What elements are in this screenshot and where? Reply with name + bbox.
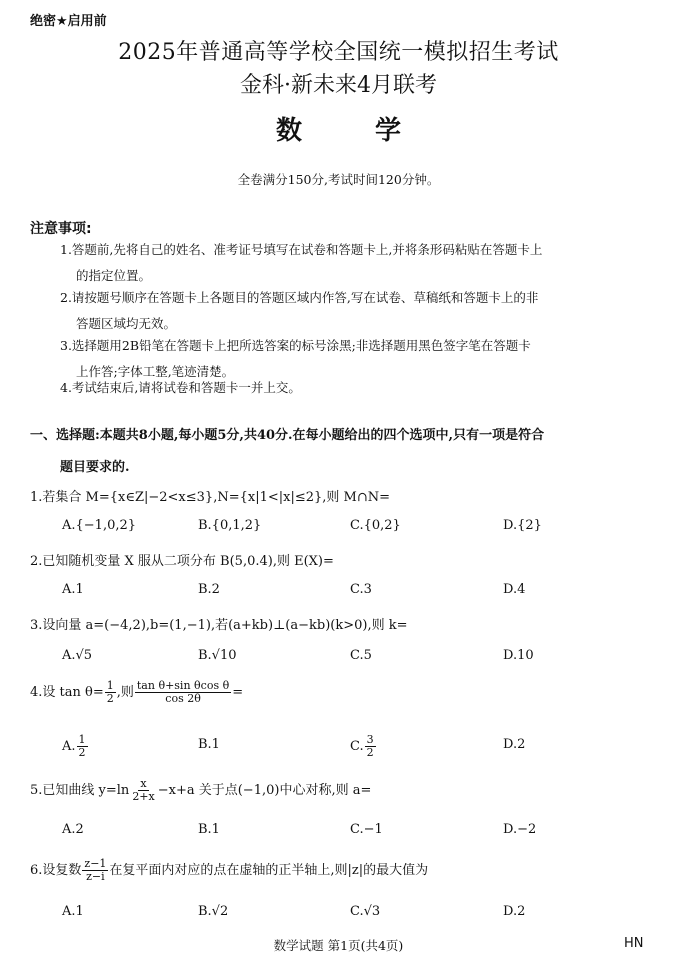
q4-fraction-half [105, 680, 116, 705]
note-3-cont: 上作答;字体工整,笔迹清楚。 [76, 364, 235, 379]
q6-stem-prefix: 6.设复数 [30, 863, 82, 878]
q5-frac-numerator: x [140, 777, 147, 790]
confidential-label: 绝密★启用前 [30, 14, 107, 29]
q2-option-a: A.1 [62, 582, 84, 597]
question-6-stem [30, 858, 428, 883]
subject-title: 数 学 [275, 116, 434, 146]
full-mark-info: 全卷满分150分,考试时间120分钟。 [237, 172, 440, 187]
q1-option-d: D.{2} [503, 518, 542, 533]
question-1-stem: 1.若集合 M={x∈Z|−2<x≤3},N={x|1<|x|≤2},则 M∩N= [30, 490, 391, 505]
q4-frac2-numerator: tan θ+sin θcos θ [136, 679, 230, 692]
q2-option-d: D.4 [503, 582, 526, 597]
q3-option-b: B.√10 [198, 648, 237, 663]
question-4-stem [30, 680, 243, 705]
q4-frac1-denominator: 2 [106, 692, 114, 705]
question-2-stem: 2.已知随机变量 X 服从二项分布 B(5,0.4),则 E(X)= [30, 554, 334, 569]
q4-option-c-numerator: 3 [366, 733, 374, 746]
q4-stem-prefix: 4.设 tan θ= [30, 685, 104, 700]
q5-stem-prefix: 5.已知曲线 y=ln [30, 783, 130, 798]
q6-frac-numerator: z−1 [84, 857, 107, 870]
q4-option-c-fraction [365, 734, 376, 759]
q5-option-c: C.−1 [350, 822, 383, 837]
q4-option-a-label: A. [62, 739, 76, 754]
note-3: 3.选择题用2B铅笔在答题卡上把所选答案的标号涂黑;非选择题用黑色签字笔在答题卡 [60, 338, 531, 353]
exam-title: 2025年普通高等学校全国统一模拟招生考试 [118, 40, 559, 65]
q4-option-c-denominator: 2 [366, 746, 374, 759]
q5-frac-denominator: 2+x [132, 790, 155, 803]
q5-fraction [130, 778, 156, 803]
exam-subtitle: 金科·新未来4月联考 [240, 73, 437, 98]
page-footer: 数学试题 第1页(共4页) [273, 938, 404, 953]
q4-option-c-label: C. [350, 739, 364, 754]
note-2: 2.请按题号顺序在答题卡上各题目的答题区域内作答,写在试卷、草稿纸和答题卡上的非 [60, 290, 539, 305]
q4-option-b: B.1 [198, 737, 220, 752]
note-2-cont: 答题区域均无效。 [76, 316, 177, 331]
q5-option-b: B.1 [198, 822, 220, 837]
question-5-stem [30, 778, 371, 803]
q6-frac-denominator: z−i [86, 870, 105, 883]
q6-option-d: D.2 [503, 904, 526, 919]
q5-stem-suffix: −x+a 关于点(−1,0)中心对称,则 a= [157, 783, 372, 798]
q6-stem-suffix: 在复平面内对应的点在虚轴的正半轴上,则|z|的最大值为 [109, 863, 429, 878]
q4-frac1-numerator: 1 [106, 679, 114, 692]
q4-frac2-denominator: cos 2θ [165, 692, 201, 705]
q4-stem-mid: ,则 [116, 685, 134, 700]
q5-option-d: D.−2 [503, 822, 537, 837]
q4-option-a-numerator: 1 [78, 733, 86, 746]
q1-option-a: A.{−1,0,2} [62, 518, 137, 533]
section-heading: 一、选择题:本题共8小题,每小题5分,共40分.在每小题给出的四个选项中,只有一项是符合 [30, 428, 545, 443]
q3-option-d: D.10 [503, 648, 534, 663]
q4-fraction-main [135, 680, 231, 705]
region-code: HN [624, 936, 644, 951]
q6-option-b: B.√2 [198, 904, 229, 919]
note-1-cont: 的指定位置。 [76, 268, 152, 283]
q1-option-b: B.{0,1,2} [198, 518, 262, 533]
q4-option-a [62, 734, 89, 759]
question-3-stem: 3.设向量 a=(−4,2),b=(1,−1),若(a+kb)⊥(a−kb)(k>0),则 k= [30, 618, 408, 633]
q4-option-a-denominator: 2 [78, 746, 86, 759]
note-1: 1.答题前,先将自己的姓名、准考证号填写在试卷和答题卡上,并将条形码粘贴在答题卡上 [60, 242, 543, 257]
q2-option-b: B.2 [198, 582, 220, 597]
q6-option-c: C.√3 [350, 904, 381, 919]
q4-stem-suffix: = [232, 685, 244, 700]
q3-option-a: A.√5 [62, 648, 93, 663]
q5-option-a: A.2 [62, 822, 84, 837]
q4-option-a-fraction [77, 734, 88, 759]
q2-option-c: C.3 [350, 582, 372, 597]
q3-option-c: C.5 [350, 648, 372, 663]
section-heading-cont: 题目要求的. [60, 460, 130, 475]
q4-option-c [350, 734, 377, 759]
q1-option-c: C.{0,2} [350, 518, 401, 533]
notes-title: 注意事项: [30, 221, 92, 237]
q6-option-a: A.1 [62, 904, 84, 919]
q4-option-d: D.2 [503, 737, 526, 752]
note-4: 4.考试结束后,请将试卷和答题卡一并上交。 [60, 380, 301, 395]
q6-fraction [82, 858, 108, 883]
